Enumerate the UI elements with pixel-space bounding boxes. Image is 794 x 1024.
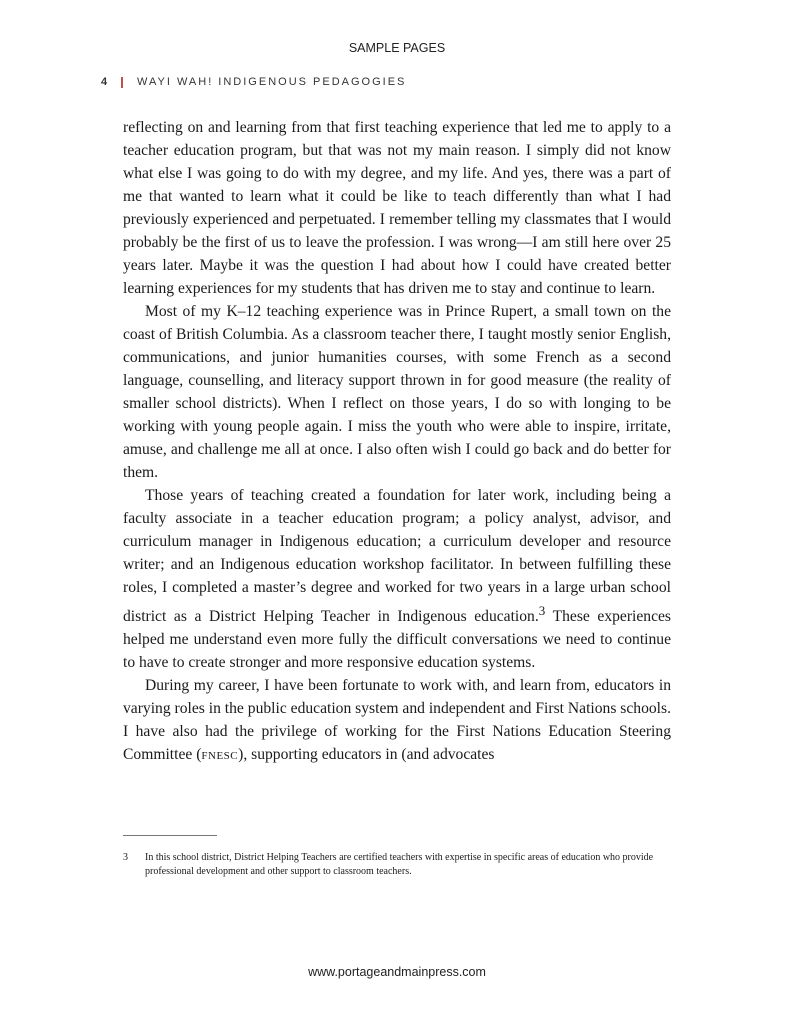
paragraph-2: Most of my K–12 teaching experience was in Prince Rupert, a small town on the coast of British Columbia. As a classroom teacher there, I taught mostly senior English, communications, and junior humanities courses, with some French as a second language, counselling, and literacy support thrown in for good measure (the reality of smaller school districts). When I reflect on those years, I do so with longing to be working with young people again. I miss the youth who were able to inspire, irritate, amuse, and challenge me all at once. I also often wish I could go back and do better for them. [123, 303, 671, 481]
paragraph-3 [123, 484, 671, 674]
paragraph-4 [123, 674, 671, 766]
paragraph-3-text-b: These experiences helped me understand even more fully the difficult conversations we need to continue to have to create stronger and more responsive education systems. [123, 608, 671, 672]
paragraph-3-text-a: Those years of teaching created a foundation for later work, including being a faculty associate in a teacher education program; a policy analyst, advisor, and curriculum manager in Indigenous education; a curriculum developer and resource writer; and an Indigenous education workshop facilitator. In between fulfilling these roles, I completed a master’s degree and worked for two years in a large urban school district as a District Helping Teacher in Indigenous education. [123, 487, 671, 626]
paragraph-4-text-b: ), supporting educators in (and advocates [238, 746, 495, 764]
running-head-divider [121, 77, 123, 88]
footer-url: www.portageandmainpress.com [308, 965, 486, 979]
footnote-reference: 3 [538, 603, 546, 618]
body-text [123, 116, 671, 766]
footnote-text: In this school district, District Helping Teachers are certified teachers with expertise in specific areas of education who provide professional development and other support to classroom teachers. [145, 852, 654, 877]
paragraph-4-text-a: During my career, I have been fortunate to work with, and learn from, educators in varying roles in the public education system and independent and First Nations schools. I have also had the privilege of working for the First Nations Education Steering Committee ( [123, 677, 671, 764]
book-title: WAYI WAH! INDIGENOUS PEDAGOGIES [137, 76, 407, 88]
running-head [101, 76, 406, 88]
page-number: 4 [101, 76, 108, 88]
paragraph-1: reflecting on and learning from that first teaching experience that led me to apply to a teacher education program, but that was not my main reason. I simply did not know what else I was going to do with my degree, and my life. And yes, there was a part of me that wanted to learn what it could be like to teach differently than what I had previously experienced and perpetuated. I remember telling my classmates that I would probably be the first of us to leave the profession. I was wrong—I am still here over 25 years later. Maybe it was the question I had about how I could have created better learning experiences for my students that has driven me to stay and continue to learn. [123, 119, 671, 297]
fnesc-abbreviation: fnesc [201, 746, 239, 764]
footnote [123, 851, 671, 879]
footnote-number: 3 [123, 852, 128, 863]
sample-pages-banner: SAMPLE PAGES [348, 41, 446, 55]
footnote-rule [123, 835, 217, 836]
